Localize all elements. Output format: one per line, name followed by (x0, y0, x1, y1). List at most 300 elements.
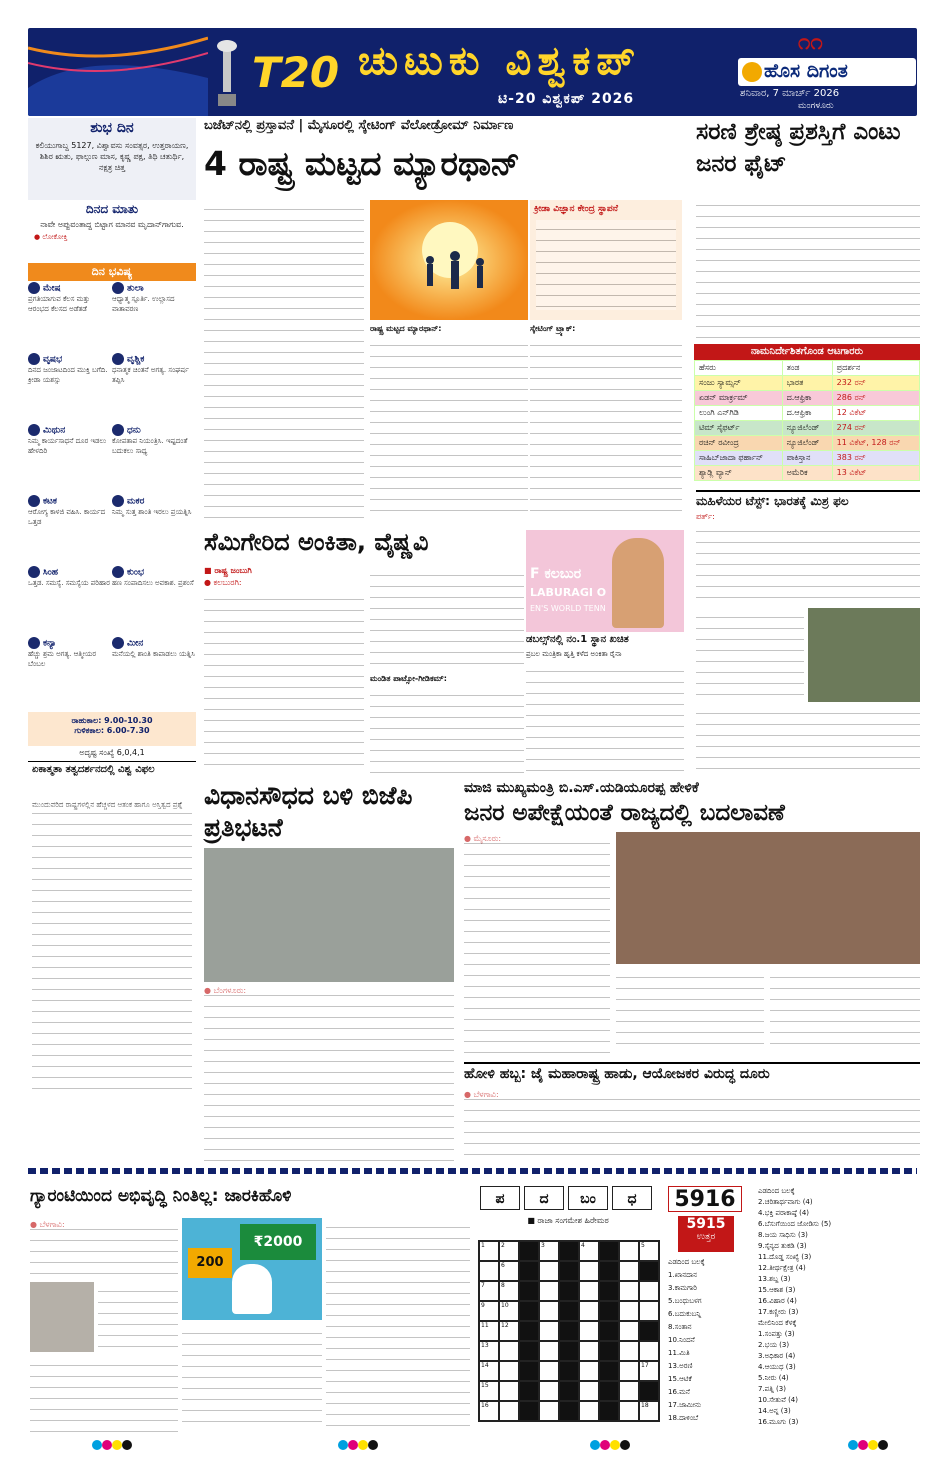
crossword-cell (559, 1241, 579, 1261)
shubha-dina-text: ಕಲಿಯುಗಾಬ್ದ 5127, ವಿಶ್ವಾವಸು ಸಂವತ್ಸರ, ಉತ್ತರಾಯಣ, ಶಿಶಿರ ಋತು, ಫಾಲ್ಗುಣ ಮಾಸ, ಕೃಷ್ಣ ಪಕ್ಷ, ತಿಥಿ ಚತುರ್ಥಿ, ನಕ್ಷತ್ರ ಚಿತ್ತ (35, 141, 189, 172)
ankita-subhead: ಮಂಡಿತ ಪಾಟ್ಸೋ-ಗೀಡಿಕಮ್: (370, 674, 447, 683)
rashi-icon (28, 424, 40, 436)
cell-number: 16 (481, 1402, 489, 1409)
rashi-icon (112, 282, 124, 294)
rashi-icon (112, 424, 124, 436)
bsy-photo (616, 832, 920, 964)
crossword-cell (559, 1361, 579, 1381)
guarantee-graphic (182, 1218, 322, 1320)
table-cell: ಸಾಹಿಬ್‌ಜಾದಾ ಫರ್ಹಾನ್ (695, 451, 783, 466)
clue-item: 5.ನೀರು (4) (758, 1374, 789, 1382)
player-figure (612, 538, 664, 628)
crossword-cell[interactable] (479, 1361, 499, 1381)
masthead: ಹೊಸ ದಿಗಂತ (738, 58, 916, 86)
rashi-item (112, 637, 196, 707)
crossword-cell[interactable] (479, 1281, 499, 1301)
answer-list (668, 1256, 752, 1436)
crossword-cell (599, 1381, 619, 1401)
crossword-cell[interactable] (539, 1261, 559, 1281)
crossword-cell (519, 1401, 539, 1421)
table-head: ಪ್ರದರ್ಶನ (832, 361, 919, 376)
rashi-icon (112, 353, 124, 365)
rashi-grid (28, 282, 196, 752)
answer-item: 8.ಸಂತಾನ (668, 1323, 692, 1331)
left-column (28, 116, 196, 1166)
cell-number: 15 (481, 1382, 489, 1389)
answer-item: 13.ಅರಣಿ (668, 1362, 693, 1370)
women-test-dateline: ಪರ್ತ್: (696, 512, 715, 521)
answer-item: 17.ಜಾಮೀನು (668, 1401, 702, 1409)
cell-number: 10 (501, 1302, 509, 1309)
table-row (695, 391, 920, 406)
crossword-cell[interactable] (499, 1281, 519, 1301)
rashi-name: ಕಟಕ (43, 496, 57, 507)
crossword-cell[interactable] (579, 1261, 599, 1281)
marathon-subhead-2: ಸ್ಕೇಟಿಂಗ್ ಟ್ರ್ಯಾಕ್: (530, 324, 576, 333)
cell-number: 4 (581, 1242, 585, 1249)
sports-science-box (530, 200, 682, 320)
holi-headline: ಹೋಳಿ ಹಬ್ಬ: ಜೈ ಮಹಾರಾಷ್ಟ್ರ ಹಾಡು, ಆಯೋಜಕರ ವಿರುದ್ಧ ದೂರು (464, 1062, 920, 1084)
crossword-cell[interactable] (539, 1341, 559, 1361)
crossword-cell[interactable] (639, 1361, 659, 1381)
rashi-icon (28, 282, 40, 294)
dina-bhavishya-title: ದಿನ ಭವಿಷ್ಯ (28, 263, 196, 281)
rahukala: ರಾಹುಕಾಲ: 9.00-10.30 (71, 716, 153, 725)
jarkiholi-photo (30, 1282, 94, 1352)
clue-item: 16.ವಿಹಾರ (4) (758, 1297, 797, 1305)
puzzle-title-letter: ಪ (480, 1186, 520, 1210)
protest-photo (204, 848, 454, 982)
table-cell: ಭಾರತ (782, 376, 832, 391)
crossword-cell (559, 1261, 579, 1281)
crossword-cell[interactable] (479, 1341, 499, 1361)
ankita-photo (526, 530, 684, 632)
rashi-text: ದಿನದ ಜಂಜಾಟದಿಂದ ಮುಕ್ತಿ ಬಗೆದಿ. ಕ್ರೀಡಾ ಯಶಸ್ಸು (28, 366, 108, 384)
clue-item: 3.ಅಧಿಕಾರ (4) (758, 1352, 796, 1360)
crossword-cell[interactable] (479, 1321, 499, 1341)
rashi-icon (28, 353, 40, 365)
rashi-name: ಧನು (127, 425, 141, 436)
bsy-body-col2 (616, 968, 764, 1054)
crossword-cell (639, 1321, 659, 1341)
answer-item: 3.ಕಾಮಗಾರಿ (668, 1284, 697, 1292)
crossword-cell[interactable] (539, 1281, 559, 1301)
dinada-matu-title: ದಿನದ ಮಾತು (85, 202, 139, 216)
crossword-cell (599, 1361, 619, 1381)
sports-science-title: ಕ್ರೀಡಾ ವಿಜ್ಞಾನ ಕೇಂದ್ರ ಸ್ಥಾಪನೆ (534, 204, 618, 214)
sarani-body (696, 196, 920, 338)
answer-item: 18.ದಾಳಿಂಬೆ (668, 1414, 699, 1422)
crossword-cell (519, 1341, 539, 1361)
rashi-name: ಸಿಂಹ (43, 567, 59, 578)
table-cell: ಪಾಕಿಸ್ತಾನ (782, 451, 832, 466)
table-row (695, 466, 920, 481)
table-cell: 232 ರನ್ (832, 376, 919, 391)
rashi-item (28, 637, 112, 707)
rashi-icon (112, 637, 124, 649)
table-cell: ಅಮೆರಿಕ (782, 466, 832, 481)
crossword-cell[interactable] (479, 1381, 499, 1401)
shubha-dina-box (28, 118, 196, 200)
rashi-item (28, 353, 112, 423)
puzzle-title-letter: ದ (524, 1186, 564, 1210)
crossword-cell (599, 1261, 619, 1281)
crossword-cell[interactable] (639, 1341, 659, 1361)
cell-number: 8 (501, 1282, 505, 1289)
rashi-icon (28, 566, 40, 578)
graphic-units: 200 (188, 1248, 232, 1278)
crossword-cell[interactable] (619, 1241, 639, 1261)
rashi-name: ಮೇಷ (43, 283, 61, 294)
rashi-text: ಹೆಚ್ಚು ಶ್ರಮ ಅಗತ್ಯ. ಆತ್ಮೀಯರ ಬೆಂಬಲ (28, 650, 97, 668)
crossword-cell (559, 1281, 579, 1301)
puzzle-number: 5916 (668, 1186, 742, 1212)
cell-number: 9 (481, 1302, 485, 1309)
women-test-headline: ಮಹಿಳೆಯರ ಟೆಸ್ಟ್: ಭಾರತಕ್ಕೆ ಮಿಶ್ರ ಫಲ (696, 490, 920, 509)
crossword-cell[interactable] (619, 1401, 639, 1421)
crossword-cell (559, 1341, 579, 1361)
crossword-cell[interactable] (619, 1281, 639, 1301)
table-cell: 274 ರನ್ (832, 421, 919, 436)
clue-list (758, 1186, 918, 1436)
table-cell: 13 ವಿಕೆಟ್ (832, 466, 919, 481)
ankita-body-col3 (370, 686, 524, 774)
crossword-cell (519, 1241, 539, 1261)
rashi-item (112, 282, 196, 352)
crossword-cell[interactable] (479, 1401, 499, 1421)
table-row (695, 421, 920, 436)
answer-item: 6.ಬದುಕುಬನ್ನಿ (668, 1310, 702, 1318)
graphic-amount: ₹2000 (240, 1224, 316, 1260)
marathon-body-col3 (530, 336, 682, 520)
sarani-headline: ಸರಣಿ ಶ್ರೇಷ್ಠ ಪ್ರಶಸ್ತಿಗೆ ಎಂಟು ಜನರ ಫೈಟ್ (696, 119, 901, 177)
cell-number: 1 (481, 1242, 485, 1249)
crossword-cell[interactable] (639, 1241, 659, 1261)
rashi-icon (112, 566, 124, 578)
crossword-cell[interactable] (619, 1341, 639, 1361)
answer-item: 1.ಖಾನದಾನ (668, 1271, 698, 1279)
bsy-headline: ಜನರ ಅಪೇಕ್ಷೆಯಂತೆ ರಾಜ್ಯದಲ್ಲಿ ಬದಲಾವಣೆ (464, 800, 785, 826)
cell-number: 14 (481, 1362, 489, 1369)
crossword-cell (559, 1301, 579, 1321)
crossword-cell (599, 1321, 619, 1341)
bsy-kicker: ಮಾಜಿ ಮುಖ್ಯಮಂತ್ರಿ ಬಿ.ಎಸ್.ಯಡಿಯೂರಪ್ಪ ಹೇಳಿಕೆ (464, 780, 699, 796)
crossword-cell (639, 1381, 659, 1401)
table-row (695, 376, 920, 391)
crossword-cell (519, 1321, 539, 1341)
time-box (28, 712, 196, 746)
crossword-cell[interactable] (479, 1301, 499, 1321)
cell-number: 5 (641, 1242, 645, 1249)
crossword-cell[interactable] (499, 1381, 519, 1401)
answer-label: ಉತ್ತರ (696, 1232, 716, 1242)
holi-dateline: ● ಬೆಳಗಾವಿ: (464, 1090, 499, 1099)
guarantee-body-col2 (182, 1324, 322, 1432)
rashi-item (28, 495, 112, 565)
crossword-cell[interactable] (499, 1321, 519, 1341)
clue-item: 2.ಚರಿತಾರ್ಥವಾಗು (4) (758, 1198, 813, 1206)
cell-number: 12 (501, 1322, 509, 1329)
crossword-cell[interactable] (619, 1381, 639, 1401)
marathon-subhead-1: ರಾಷ್ಟ್ರ ಮಟ್ಟದ ಮ್ಯಾರಥಾನ್: (370, 324, 442, 333)
clue-item: ಎಡದಿಂದ ಬಲಕ್ಕೆ (758, 1187, 795, 1195)
answer-item: 16.ಮನೆ (668, 1388, 690, 1396)
rashi-name: ಮಕರ (127, 496, 145, 507)
ekatate-body (32, 804, 192, 1090)
crossword-cell[interactable] (479, 1261, 499, 1281)
crossword-cell[interactable] (579, 1361, 599, 1381)
crossword-cell[interactable] (619, 1301, 639, 1321)
crossword-cell (599, 1301, 619, 1321)
guarantee-headline: ಗ್ಯಾರಂಟಿಯಿಂದ ಅಭಿವೃದ್ಧಿ ನಿಂತಿಲ್ಲ: ಜಾರಕಿಹೊಳಿ (30, 1186, 292, 1206)
gulikakala: ಗುಳಿಕಕಾಲ: 6.00-7.30 (74, 726, 150, 735)
puzzle-author: ■ ರಾಜಾ ಸಂಗಮೇಶ ಹಿರೇಮಠ (527, 1216, 609, 1225)
rashi-text: ಆಧ್ಯಾತ್ಮ ಸ್ಪೂರ್ತಿ. ಉಲ್ಲಾಸದ ವಾತಾವರಣ (112, 295, 175, 313)
rashi-text: ಹಣ ಸಂಪಾದಿಸಲು ಅವಕಾಶ. ಪ್ರಶಂಸೆ (112, 579, 194, 587)
crossword-cell[interactable] (579, 1341, 599, 1361)
cell-number: 13 (481, 1342, 489, 1349)
rashi-item (28, 282, 112, 352)
section-title: ಚುಟುಕು ವಿಶ್ವಕಪ್ (358, 38, 642, 84)
clue-item: 14.ಅನ್ನ (3) (758, 1407, 791, 1415)
table-cell: ದ.ಆಫ್ರಿಕಾ (782, 391, 832, 406)
crossword-cell[interactable] (539, 1381, 559, 1401)
color-registration-mark (590, 1440, 630, 1450)
crossword-cell[interactable] (539, 1301, 559, 1321)
vidhana-body (204, 986, 454, 1162)
table-cell: 383 ರನ್ (832, 451, 919, 466)
clue-item: 9.ಸೈನ್ಯದ ತುಕಡಿ (3) (758, 1242, 807, 1250)
crossword-cell[interactable] (639, 1301, 659, 1321)
puzzle-title-letter: ಬಂ (568, 1186, 608, 1210)
lucky-number: ಅದೃಷ್ಟ ಸಂಖ್ಯೆ 6,0,4,1 (79, 748, 145, 757)
clue-item: 11.ದೊಡ್ಡ ಸಂಖ್ಯೆ (3) (758, 1253, 812, 1261)
table-cell: ಟಿಮ್ ಸೈಫರ್ಟ್ (695, 421, 783, 436)
puzzle-title-letter: ಧ (612, 1186, 652, 1210)
clue-item: 13.ಶಬ್ದ (3) (758, 1275, 791, 1283)
crossword-cell (519, 1381, 539, 1401)
cell-number: 7 (481, 1282, 485, 1289)
crossword-cell[interactable] (499, 1241, 519, 1261)
clue-item: 8.ಜಯ ಸಾಧಿಸು (3) (758, 1231, 808, 1239)
crossword-cell[interactable] (579, 1381, 599, 1401)
crossword-grid[interactable] (478, 1240, 660, 1422)
clue-item: 4.ಭಕ್ತಿ ಪರಾಕಾಷ್ಠೆ (4) (758, 1209, 810, 1217)
table-cell: ನ್ಯೂಜಿಲೆಂಡ್ (782, 436, 832, 451)
crossword-cell (599, 1281, 619, 1301)
crossword-cell (519, 1261, 539, 1281)
edition-city: ಮಂಗಳೂರು (798, 101, 834, 111)
rashi-name: ವೃಶ್ಚಿಕ (127, 354, 145, 365)
cell-number: 6 (501, 1262, 505, 1269)
crossword-cell[interactable] (539, 1321, 559, 1341)
clue-item: 4.ಆಯುಧ (3) (758, 1363, 796, 1371)
clue-item: 10.ಸೇತುವೆ (4) (758, 1396, 798, 1404)
cell-number: 2 (501, 1242, 505, 1249)
table-cell: ಶ್ಯಾಡ್ಲಿ ವ್ಯಾನ್ (695, 466, 783, 481)
rashi-item (112, 353, 196, 423)
rashi-text: ನಿಮ್ಮ ಸುತ್ತ ಶಾಂತಿ ಇರಲು ಪ್ರಯತ್ನಿಸಿ (112, 508, 192, 516)
rashi-text: ಕೋಪತಾಪ ನಿಯಂತ್ರಿಸಿ. ಇಷ್ಟದಂತೆ ಬದುಕಲು ಸಾಧ್ಯ (112, 437, 188, 455)
crossword-cell (559, 1321, 579, 1341)
rashi-text: ಆರೋಗ್ಯ ಕಾಳಜಿ ವಹಿಸಿ. ಕಾರ್ಯದ ಒತ್ತಡ (28, 508, 106, 526)
nominee-table-title: ನಾಮನಿರ್ದೇಶಿತಗೊಂಡ ಆಟಗಾರರು (694, 344, 920, 360)
answer-item: 5.ಬಂಧುಬಳಗ (668, 1297, 702, 1305)
crossword-cell[interactable] (619, 1321, 639, 1341)
cell-number: 11 (481, 1322, 489, 1329)
answer-badge (678, 1216, 734, 1252)
rashi-name: ಮಿಥುನ (43, 425, 66, 436)
rashi-item (112, 566, 196, 636)
rashi-text: ನಿಮ್ಮ ಕಾರ್ಯಸಾಧನೆ ದೂರ ಇಡಲು ಹೇಳದಿರಿ (28, 437, 107, 455)
guarantee-body-bottom (30, 1356, 178, 1432)
table-cell: 286 ರನ್ (832, 391, 919, 406)
dinada-matu-box (28, 202, 196, 256)
crossword-cell[interactable] (539, 1361, 559, 1381)
rashi-icon (112, 495, 124, 507)
crossword-cell[interactable] (579, 1281, 599, 1301)
crossword-cell[interactable] (479, 1241, 499, 1261)
women-test-body1 (696, 522, 920, 606)
table-cell: ನ್ಯೂಜಿಲೆಂಡ್ (782, 421, 832, 436)
bsy-body-col3 (770, 968, 920, 1054)
t20-wave-decoration-icon (28, 28, 208, 116)
bsy-dateline: ● ಮೈಸೂರು: (464, 834, 502, 843)
section-divider (28, 1168, 917, 1174)
women-test-body2 (696, 608, 804, 702)
crossword-cell (599, 1241, 619, 1261)
crossword-cell[interactable] (499, 1261, 519, 1281)
cell-number: 18 (641, 1402, 649, 1409)
crossword-cell (559, 1401, 579, 1421)
rashi-item (28, 566, 112, 636)
table-head: ತಂಡ (782, 361, 832, 376)
doubles-body (526, 662, 684, 774)
marathon-body-col2 (370, 336, 528, 520)
section-subtitle: ಟಿ-20 ವಿಶ್ವಕಪ್ 2026 (498, 91, 635, 107)
guarantee-dateline: ● ಬೆಳಗಾವಿ: (30, 1220, 65, 1229)
guarantee-body-col3 (326, 1218, 470, 1432)
nominee-table (694, 344, 920, 484)
crossword-cell (519, 1361, 539, 1381)
crossword-cell (559, 1381, 579, 1401)
vidhana-headline: ವಿಧಾನಸೌಧದ ಬಳಿ ಬಿಜೆಪಿ ಪ್ರತಿಭಟನೆ (204, 781, 413, 842)
doubles-headline: ಡಬಲ್ಸ್‌ನಲ್ಲಿ ನಂ.1 ಸ್ಥಾನ ಖಚಿತ (526, 634, 629, 645)
table-row (695, 451, 920, 466)
clue-item: 16.ಮೂಗು (3) (758, 1418, 799, 1426)
table-cell: ಲುಂಗಿ ಎನ್‌ಗಿಡಿ (695, 406, 783, 421)
guarantee-body-side (98, 1282, 178, 1352)
shubha-dina-title: ಶುಭ ದಿನ (90, 120, 134, 136)
masthead-logo-icon (742, 62, 762, 82)
crossword-cell (599, 1341, 619, 1361)
crossword-cell (599, 1401, 619, 1421)
crossword-cell[interactable] (539, 1401, 559, 1421)
crossword-cell (639, 1261, 659, 1281)
rashi-icon (28, 637, 40, 649)
table-cell: 11 ವಿಕೆಟ್, 128 ರನ್ (832, 436, 919, 451)
crossword-cell[interactable] (499, 1301, 519, 1321)
prev-puzzle-number: 5915 (686, 1216, 726, 1232)
rashi-item (112, 495, 196, 565)
clue-item: 6.ಬೆಸುಗೆಯಿಂದ ಜೋಡಿಸು (5) (758, 1220, 832, 1228)
bsy-body-col1 (464, 834, 610, 1054)
crossword-cell[interactable] (579, 1301, 599, 1321)
marathon-illustration (370, 200, 528, 320)
clue-item: ಮೇಲಿನಿಂದ ಕೆಳಕ್ಕೆ (758, 1319, 797, 1327)
photo-banner-text-2: LABURAGI O (530, 586, 607, 599)
cell-number: 17 (641, 1362, 649, 1369)
guarantee-body-top (30, 1220, 178, 1280)
answer-item: 11.ಮಿತಿ (668, 1349, 690, 1357)
answer-item: 10.ನಿಂದನೆ (668, 1336, 695, 1344)
table-cell: 12 ವಿಕೆಟ್ (832, 406, 919, 421)
table-row (695, 436, 920, 451)
table-cell: ರಚಿನ್ ರವೀಂದ್ರ (695, 436, 783, 451)
ankita-body-col2 (370, 566, 524, 670)
rashi-name: ವೃಷಭ (43, 354, 63, 365)
doubles-lead: ಪ್ರಬಲ ಮಂತ್ರಿಕಾ ಹೃತ್ತಿ ಕಳೆದ ಅಂಕಿತಾ ರೈನಾ (526, 650, 622, 658)
clue-item: 2.ಭಯ (3) (758, 1341, 790, 1349)
ekatate-headline: ಏಕಾತ್ಮತಾ ತತ್ವದರ್ಶನದಲ್ಲಿ ವಿಶ್ವ ವಿಫಲ (28, 761, 196, 777)
rashi-name: ಕುಂಭ (127, 567, 145, 578)
crossword-cell[interactable] (499, 1361, 519, 1381)
crossword-cell[interactable] (579, 1401, 599, 1421)
rashi-text: ಧನಾತ್ಮಕ ಚಿಂತನೆ ಅಗತ್ಯ. ಸಂಘರ್ಷ ತಪ್ಪಿಸಿ (112, 366, 189, 384)
rashi-text: ಮನೆಯಲ್ಲಿ ಶಾಂತಿ ಕಾಪಾಡಲು ಯತ್ನಿಸಿ (112, 650, 195, 658)
vidhana-dateline: ● ಬೆಂಗಳೂರು: (204, 986, 247, 995)
photo-banner-text: F ಕಲಬುರ (530, 566, 582, 582)
page-number: ೧೧ (798, 30, 823, 55)
crossword-cell[interactable] (579, 1241, 599, 1261)
crossword-cell (519, 1281, 539, 1301)
photo-banner-text-3: EN'S WORLD TENN (530, 604, 606, 613)
crossword-cell[interactable] (639, 1401, 659, 1421)
color-registration-mark (338, 1440, 378, 1450)
crossword-cell[interactable] (499, 1341, 519, 1361)
ekatate-lead: ಮುಂದುವರಿದ ರಾಷ್ಟ್ರಗಳಲ್ಲಿನ ಹೆಚ್ಚಳದ ಆತಂಕ ಹಾಗೂ ಅಸ್ತಿತ್ವದ ಪ್ರಶ್ನೆ (32, 801, 183, 809)
ankita-body-col1 (204, 590, 364, 774)
color-registration-mark (92, 1440, 132, 1450)
crossword-cell[interactable] (619, 1361, 639, 1381)
marathon-kicker: ಬಜೆಟ್‌ನಲ್ಲಿ ಪ್ರಸ್ತಾವನೆ | ಮೈಸೂರಲ್ಲಿ ಸ್ಕೇಟಿಂಗ್ ವೆಲೋಡ್ರೋಮ್ ನಿರ್ಮಾಣ (204, 118, 514, 133)
trophy-icon (214, 38, 240, 110)
dinada-matu-source: ● ಲೋಕೋಕ್ತಿ (34, 233, 68, 241)
crossword-cell[interactable] (619, 1261, 639, 1281)
cell-number: 3 (541, 1242, 545, 1249)
clue-item: 15.ಆಕಾಶ (3) (758, 1286, 796, 1294)
clue-item: 1.ಸಂಪತ್ತು (3) (758, 1330, 795, 1338)
crossword-cell[interactable] (539, 1241, 559, 1261)
crossword-cell[interactable] (639, 1281, 659, 1301)
rashi-text: ಪ್ರಗತಿಯಾಗುವ ಕೆಲಸ ಮತ್ತು ಆರಂಭದ ಕೆಲಸದ ಅಡೆತಡೆ (28, 295, 90, 313)
crossword-cell[interactable] (499, 1401, 519, 1421)
rashi-icon (28, 495, 40, 507)
ankita-headline: ಸೆಮಿಗೇರಿದ ಅಂಕಿತಾ, ವೈಷ್ಣವಿ (204, 528, 429, 556)
table-row (695, 406, 920, 421)
crossword-cell[interactable] (579, 1321, 599, 1341)
marathon-body-col1 (204, 200, 364, 520)
color-registration-mark (848, 1440, 888, 1450)
rashi-item (112, 424, 196, 494)
ankita-agency: ■ ರಾಷ್ಟ್ರ ಜಂಬುಗಿ (204, 566, 252, 575)
dinada-matu-text: ನಾವೇ ಅಪ್ಪುವಂತಾದ್ದ ಬಿಟ್ಟಾಗ ಮಾನವ ಮೃದಾನ್‌ಗಾಗುವ. (40, 220, 184, 229)
table-cell: ಏಡನ್ ಮಾರ್ಕ್ರಮ್ (695, 391, 783, 406)
crossword-cell (519, 1301, 539, 1321)
women-test-body3 (696, 704, 920, 774)
rashi-name: ಕನ್ಯಾ (43, 638, 57, 649)
holi-body (464, 1090, 920, 1162)
